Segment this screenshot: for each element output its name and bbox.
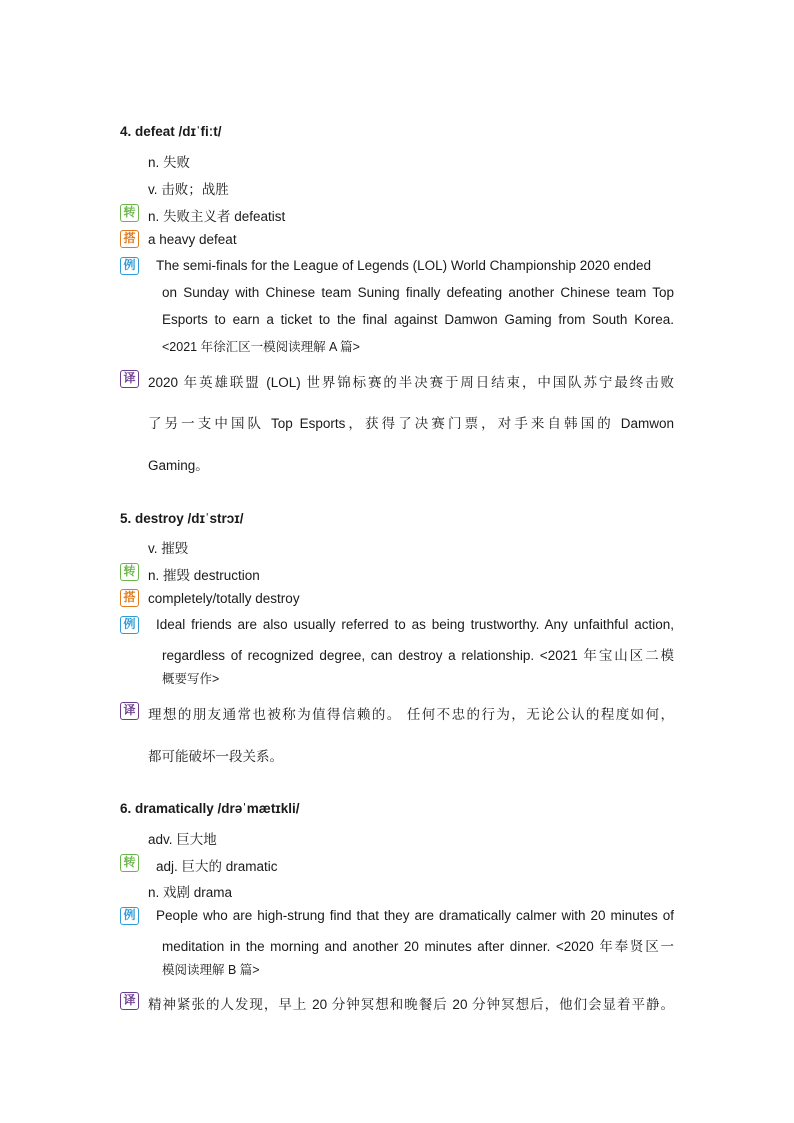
translation-badge-icon: 译 [120, 370, 139, 388]
sense-line: adv. 巨大地 [148, 832, 217, 847]
derived-line: n. 摧毁 destruction [148, 568, 260, 583]
collocation-badge-icon: 搭 [120, 589, 139, 607]
translation-line: 了另一支中国队 Top Esports，获得了决赛门票，对手来自韩国的 Damwon [148, 416, 674, 431]
derived-badge-icon: 转 [120, 563, 139, 581]
example-line: The semi-finals for the League of Legends (LOL) World Championship 2020 ended [156, 258, 652, 273]
collocation-line: completely/totally destroy [148, 591, 300, 606]
example-source: <2021 年徐汇区一模阅读理解 A 篇> [162, 340, 360, 354]
derived-line: n. 失败主义者 defeatist [148, 209, 286, 224]
example-line: Ideal friends are also usually referred to as being trustworthy. Any unfaithful action, [156, 617, 674, 632]
derived-badge-icon: 转 [120, 204, 139, 222]
derived-line: n. 戏剧 drama [148, 885, 233, 900]
sense-line: v. 击败；战胜 [148, 182, 229, 197]
example-line: Esports to earn a ticket to the final against Damwon Gaming from South Korea. [162, 312, 674, 327]
example-badge-icon: 例 [120, 616, 139, 634]
example-source: 概要写作> [162, 672, 220, 686]
entry-headword: 5. destroy /dɪˈstrɔɪ/ [120, 511, 244, 526]
example-line: on Sunday with Chinese team Suning finally defeating another Chinese team Top [162, 285, 674, 300]
sense-line: v. 摧毁 [148, 541, 189, 556]
example-line: meditation in the morning and another 20 minutes after dinner. <2020 年奉贤区一 [162, 939, 674, 954]
translation-line: 精神紧张的人发现，早上 20 分钟冥想和晚餐后 20 分钟冥想后，他们会显着平静。 [148, 997, 674, 1012]
translation-line: 都可能破坏一段关系。 [148, 749, 283, 764]
entry-headword: 6. dramatically /drəˈmætɪkli/ [120, 801, 300, 816]
derived-badge-icon: 转 [120, 854, 139, 872]
translation-badge-icon: 译 [120, 702, 139, 720]
translation-line: 理想的朋友通常也被称为值得信赖的。 任何不忠的行为，无论公认的程度如何， [148, 707, 674, 722]
example-badge-icon: 例 [120, 907, 139, 925]
translation-line: Gaming。 [148, 458, 209, 473]
sense-line: n. 失败 [148, 155, 191, 170]
translation-line: 2020 年英雄联盟 (LOL) 世界锦标赛的半决赛于周日结束，中国队苏宁最终击败 [148, 375, 674, 390]
example-line: regardless of recognized degree, can destroy a relationship. <2021 年宝山区二模 [162, 648, 674, 663]
collocation-badge-icon: 搭 [120, 230, 139, 248]
derived-line: adj. 巨大的 dramatic [156, 859, 278, 874]
translation-badge-icon: 译 [120, 992, 139, 1010]
example-source: 模阅读理解 B 篇> [162, 963, 260, 977]
example-line: People who are high-strung find that they are dramatically calmer with 20 minutes of [156, 908, 674, 923]
entry-headword: 4. defeat /dɪˈfiːt/ [120, 124, 222, 139]
example-badge-icon: 例 [120, 257, 139, 275]
collocation-line: a heavy defeat [148, 232, 237, 247]
